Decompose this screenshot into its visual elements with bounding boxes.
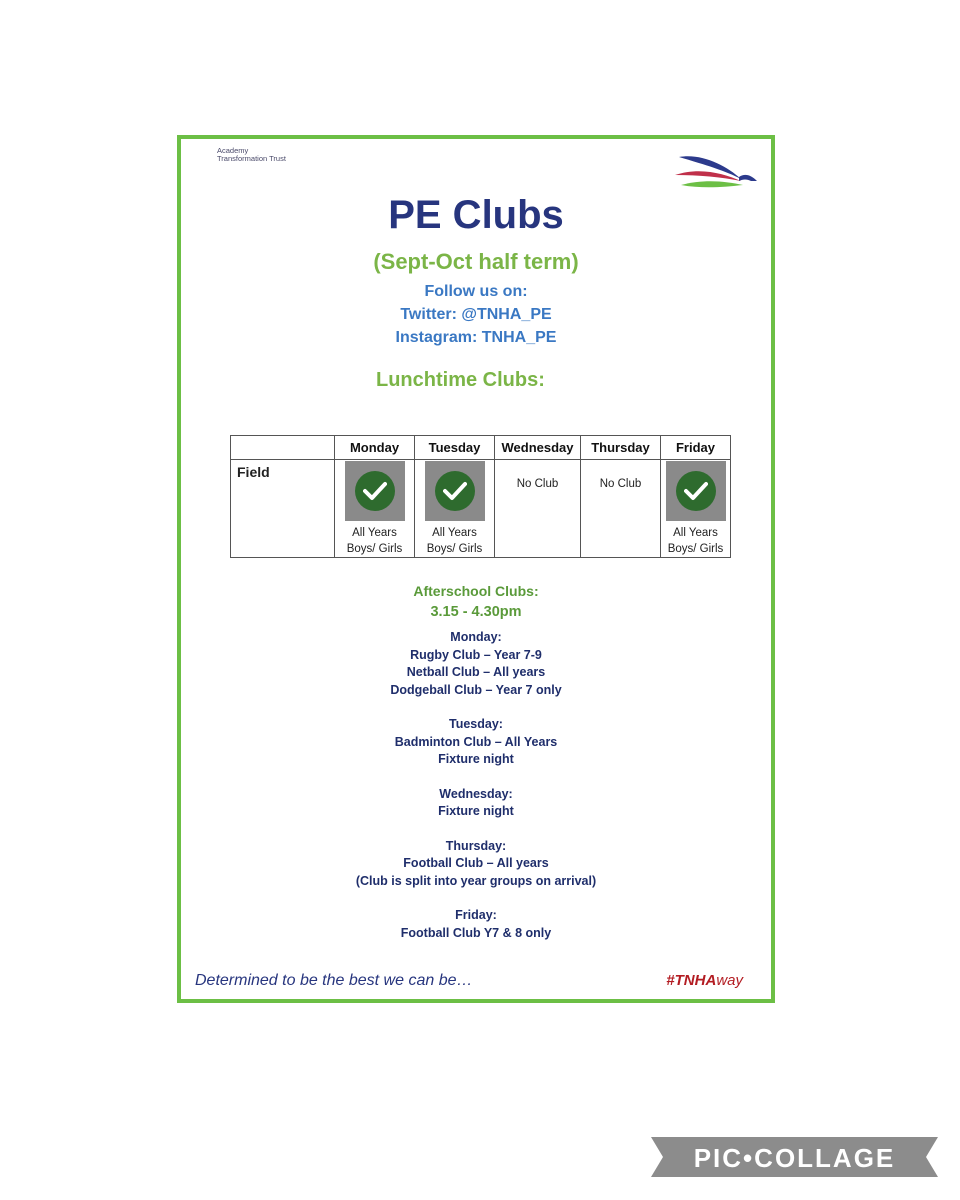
day-heading: Wednesday: [439,786,513,801]
cell-line: Boys/ Girls [346,543,403,555]
table-header-row [231,436,731,460]
instagram-handle: Instagram: TNHA_PE [395,329,557,346]
follow-label: Follow us on: [424,283,528,300]
afterschool-days [181,629,771,942]
club-item: Rugby Club – Year 7-9 [410,647,542,662]
club-item: Fixture night [438,752,514,766]
cell-line: All Years [352,527,397,539]
cell-line: No Club [516,478,559,490]
hashtag-rest: way [716,972,743,989]
bird-logo [671,145,763,200]
follow-us-block [181,280,771,349]
table-header-cell: Thursday [581,436,661,460]
table-header-cell: Monday [335,436,415,460]
cell-line: All Years [673,527,718,539]
table-header-cell: Friday [661,436,731,460]
table-cell-wednesday [495,460,581,558]
twitter-handle: Twitter: @TNHA_PE [400,306,552,323]
club-item: Football Club – All years [403,856,549,870]
academy-logo [193,146,286,195]
day-block-wednesday [181,786,771,821]
club-item: (Club is split into year groups on arrival) [355,873,597,888]
table-cell-thursday [581,460,661,558]
table-header-cell: Tuesday [415,436,495,460]
day-block-friday [181,907,771,942]
lunchtime-table [230,435,731,558]
cell-line: Boys/ Girls [426,543,483,555]
footer-motto: Determined to be the best we can be… [195,972,473,989]
check-icon [425,461,485,521]
row-label-field: Field [231,460,335,558]
afterschool-time: 3.15 - 4.30pm [430,604,522,620]
bird-icon [671,145,763,195]
lunchtime-heading: Lunchtime Clubs: [376,369,545,391]
day-block-thursday [181,838,771,891]
day-heading: Friday: [455,908,497,922]
check-icon [666,461,726,521]
table-cell-tuesday [415,460,495,558]
page-title: PE Clubs [388,193,564,237]
cell-line: No Club [599,478,642,490]
club-item: Badminton Club – All Years [394,734,558,749]
day-heading: Monday: [450,630,502,644]
day-block-tuesday [181,716,771,769]
day-heading: Thursday: [445,838,507,853]
pic-collage-watermark [651,1137,938,1177]
afterschool-heading-block [181,581,771,623]
table-header-cell [231,436,335,460]
page-subtitle: (Sept-Oct half term) [373,249,579,274]
cell-line: Boys/ Girls [667,543,724,555]
watermark-text: PIC•COLLAGE [693,1143,896,1173]
club-item: Fixture night [438,804,514,818]
table-row [231,460,731,558]
cell-line: All Years [432,527,477,539]
academy-logo-text: Academy Transformation Trust [217,146,286,163]
poster [177,135,775,1003]
club-item: Football Club Y7 & 8 only [400,925,552,940]
club-item: Netball Club – All years [406,665,546,679]
day-heading: Tuesday: [449,717,503,731]
check-icon [345,461,405,521]
afterschool-heading: Afterschool Clubs: [413,583,539,599]
day-block-monday [181,629,771,699]
table-cell-monday [335,460,415,558]
table-cell-friday [661,460,731,558]
footer-hashtag [666,972,743,989]
hashtag-bold: #TNHA [666,972,717,989]
club-item: Dodgeball Club – Year 7 only [390,682,562,697]
table-header-cell: Wednesday [495,436,581,460]
